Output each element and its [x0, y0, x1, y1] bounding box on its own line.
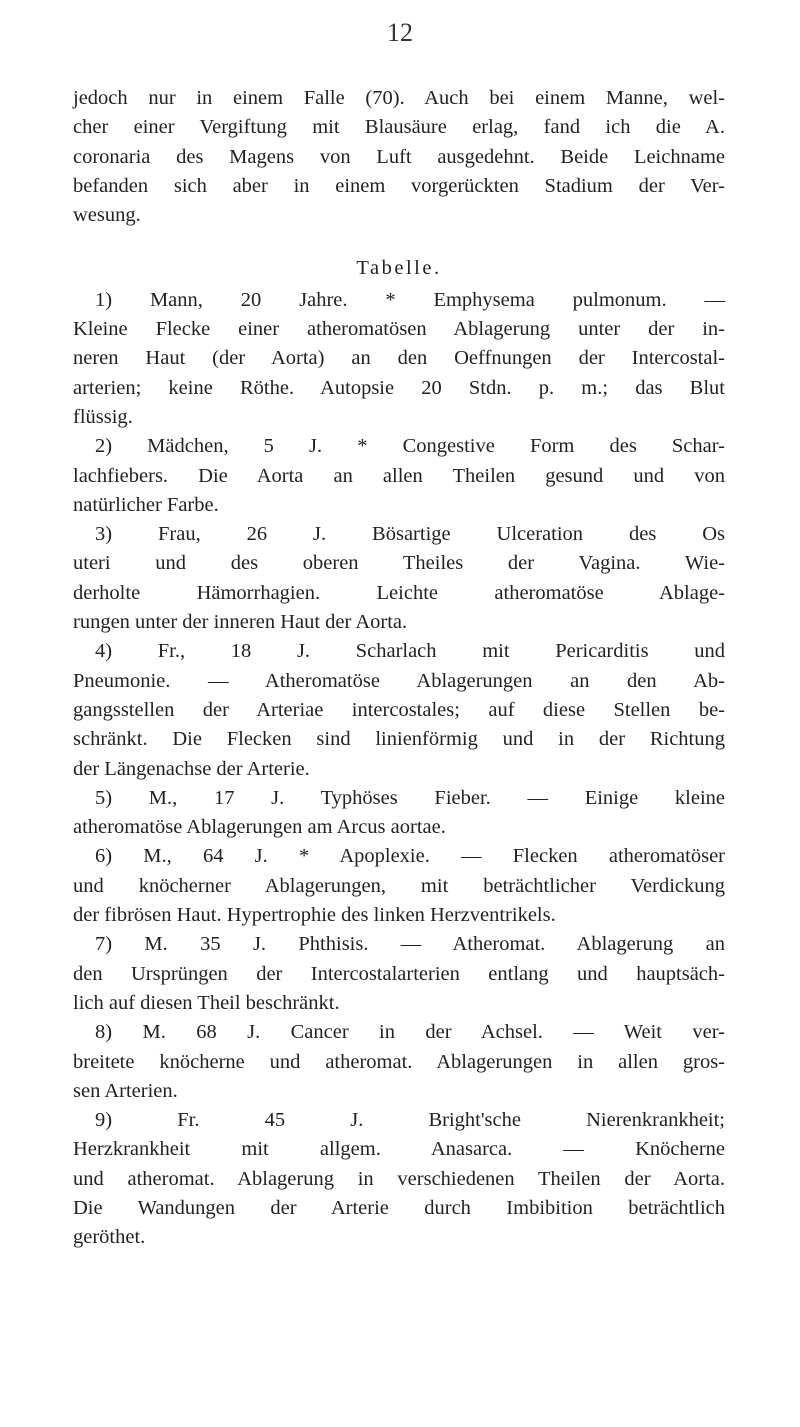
text-line: wesung. [73, 204, 141, 227]
text-line: der fibrösen Haut. Hypertrophie des linken Herzventrikels. [73, 904, 556, 927]
text-line: lachfiebers. Die Aorta an allen Theilen gesund und von [73, 464, 725, 487]
text-line: jedoch nur in einem Falle (70). Auch bei einem Manne, wel- [73, 87, 725, 109]
case-entry-1 [73, 286, 725, 432]
case-entry-8 [73, 1018, 725, 1106]
text-line: geröthet. [73, 1226, 146, 1249]
text-line: den Ursprüngen der Intercostalarterien entlang und hauptsäch- [73, 962, 725, 985]
text-line: breitete knöcherne und atheromat. Ablagerungen in allen gros- [73, 1050, 725, 1073]
case-entry-3 [73, 520, 725, 637]
text-line: schränkt. Die Flecken sind linienförmig und in der Richtung [73, 728, 725, 751]
text-line: 2) Mädchen, 5 J. * Congestive Form des Schar- [95, 435, 725, 458]
text-line: 7) M. 35 J. Phthisis. — Atheromat. Ablagerung an [95, 933, 725, 956]
page-text [73, 84, 725, 1253]
text-line: Pneumonie. — Atheromatöse Ablagerungen an den Ab- [73, 669, 725, 692]
page-number: 12 [387, 18, 413, 47]
text-line: derholte Hämorrhagien. Leichte atheromatöse Ablage- [73, 581, 725, 604]
text-line: lich auf diesen Theil beschränkt. [73, 991, 340, 1014]
text-line: cher einer Vergiftung mit Blausäure erlag, fand ich die A. [73, 116, 725, 139]
text-line: 5) M., 17 J. Typhöses Fieber. — Einige kleine [95, 786, 725, 809]
text-line: 1) Mann, 20 Jahre. * Emphysema pulmonum. — [95, 288, 725, 311]
text-line: flüssig. [73, 405, 133, 428]
text-line: uteri und des oberen Theiles der Vagina. Wie- [73, 552, 725, 575]
text-line: 9) Fr. 45 J. Bright'sche Nierenkrankheit; [95, 1109, 725, 1132]
text-line: coronaria des Magens von Luft ausgedehnt. Beide Leichname [73, 145, 725, 168]
text-line: atheromatöse Ablagerungen am Arcus aortae. [73, 816, 446, 839]
text-line: arterien; keine Röthe. Autopsie 20 Stdn. p. m.; das Blut [73, 376, 725, 399]
text-line: rungen unter der inneren Haut der Aorta. [73, 611, 408, 634]
intro-paragraph [73, 84, 725, 230]
table-heading: Tabelle. [356, 257, 442, 280]
text-line: gangsstellen der Arteriae intercostales; auf diese Stellen be- [73, 698, 725, 721]
text-line: befanden sich aber in einem vorgerückten Stadium der Ver- [73, 174, 725, 197]
case-entry-5 [73, 784, 725, 843]
text-line: 6) M., 64 J. * Apoplexie. — Flecken atheromatöser [95, 845, 725, 868]
case-entry-4 [73, 637, 725, 783]
text-line: Herzkrankheit mit allgem. Anasarca. — Knöcherne [73, 1138, 725, 1161]
case-entry-6 [73, 842, 725, 930]
text-line: 4) Fr., 18 J. Scharlach mit Pericarditis und [95, 640, 725, 663]
text-line: natürlicher Farbe. [73, 493, 219, 516]
text-line: Kleine Flecke einer atheromatösen Ablagerung unter der in- [73, 318, 725, 341]
text-line: 8) M. 68 J. Cancer in der Achsel. — Weit ver- [95, 1021, 725, 1044]
case-entry-7 [73, 930, 725, 1018]
text-line: Die Wandungen der Arterie durch Imbibition beträchtlich [73, 1196, 725, 1219]
text-line: neren Haut (der Aorta) an den Oeffnungen der Intercostal- [73, 347, 725, 370]
text-line: der Längenachse der Arterie. [73, 757, 310, 780]
case-entry-2 [73, 432, 725, 520]
case-entry-9 [73, 1106, 725, 1252]
text-line: und atheromat. Ablagerung in verschiedenen Theilen der Aorta. [73, 1167, 725, 1190]
text-line: 3) Frau, 26 J. Bösartige Ulceration des Os [95, 523, 725, 546]
text-line: sen Arterien. [73, 1079, 178, 1102]
text-line: und knöcherner Ablagerungen, mit beträchtlicher Verdickung [73, 874, 725, 897]
